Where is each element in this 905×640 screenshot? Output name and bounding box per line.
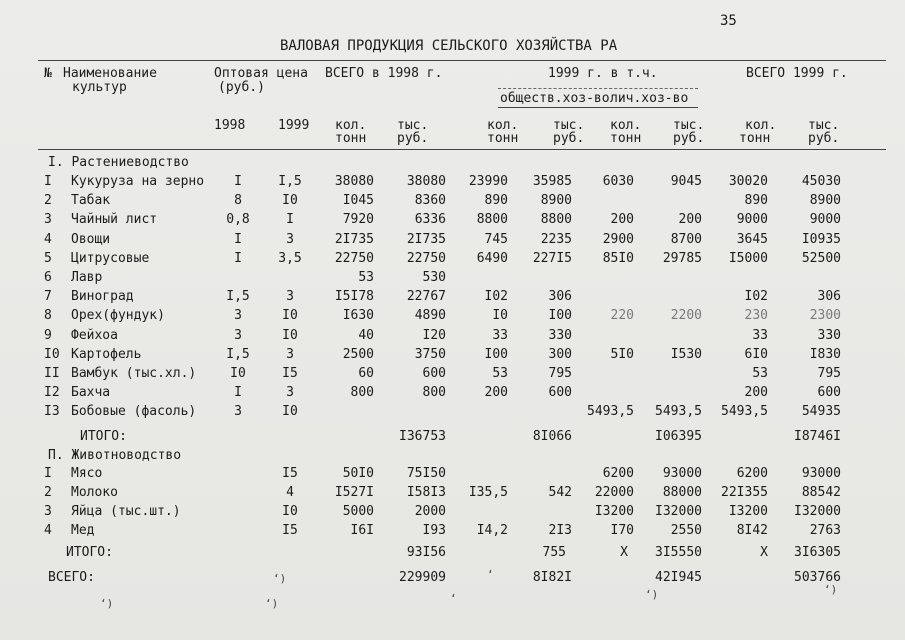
crops-row-8-qp: 33	[492, 327, 508, 343]
crops-row-8-v98: I20	[422, 327, 446, 343]
crops-row-1-n: 2	[44, 193, 52, 209]
crops-row-4-v98: 22750	[406, 250, 446, 266]
crops-row-9-n: I0	[44, 346, 60, 362]
crops-row-9-v98: 3750	[414, 346, 446, 362]
crops-row-1-p99: I0	[282, 193, 298, 209]
header-tys: тыс.	[397, 118, 429, 133]
page-number: 35	[720, 13, 737, 29]
crops-row-7-n: 8	[44, 308, 52, 324]
crops-row-3-p98: I	[234, 231, 242, 247]
crops-row-10-vt: 795	[817, 366, 841, 381]
crops-row-2-vp: 8800	[540, 212, 572, 228]
crops-row-11-n: I2	[44, 385, 60, 401]
itogo-animals-v98: 93I56	[406, 545, 446, 560]
animals-row-0-qc: 6200	[602, 466, 634, 481]
header-col-1998: 1998	[214, 118, 246, 133]
crops-row-8-qt: 33	[752, 327, 768, 343]
crops-row-10-q98: 60	[358, 366, 374, 381]
header-tonn: тонн	[610, 131, 642, 146]
header-1999-breakdown: 1999 г. в т.ч.	[548, 66, 658, 81]
crops-row-7-p99: I0	[282, 308, 298, 324]
crops-row-3-vc: 8700	[670, 231, 702, 247]
crops-row-4-qp: 6490	[476, 250, 508, 266]
crops-row-2-qp: 8800	[476, 212, 508, 228]
crops-row-11-vt: 600	[817, 385, 841, 401]
crops-row-10-qt: 53	[752, 366, 768, 381]
crops-row-5-name: Лавр	[71, 270, 103, 285]
crops-row-6-p98: I,5	[226, 289, 250, 305]
crops-row-11-q98: 800	[350, 385, 374, 401]
crops-row-10-vp: 795	[548, 366, 572, 381]
crops-row-7-vt: 2300	[809, 308, 841, 324]
scan-artifact: ʻ	[487, 568, 494, 581]
animals-row-3-p99: I5	[282, 523, 298, 538]
crops-row-8-name: Фейхоа	[71, 327, 118, 343]
animals-row-0-vc: 93000	[662, 466, 702, 481]
crops-row-12-name: Бобовые (фасоль)	[71, 404, 197, 420]
crops-row-4-qt: I5000	[728, 250, 768, 266]
itogo-crops-label: ИТОГО:	[80, 429, 127, 444]
animals-row-2-vt: I32000	[794, 504, 841, 519]
animals-row-1-name: Молоко	[71, 485, 118, 500]
crops-row-8-q98: 40	[358, 327, 374, 343]
crops-row-11-p99: 3	[286, 385, 294, 401]
header-kol: кол.	[487, 118, 519, 133]
crops-row-1-p98: 8	[234, 193, 242, 209]
itogo-crops-vt: I8746I	[794, 429, 841, 444]
crops-row-0-vp: 35985	[532, 174, 572, 189]
crops-row-2-n: 3	[44, 212, 52, 228]
crops-row-6-vt: 306	[817, 289, 841, 305]
animals-row-0-p99: I5	[282, 466, 298, 481]
crops-row-8-n: 9	[44, 327, 52, 343]
crops-row-0-p99: I,5	[278, 174, 302, 189]
header-tys: тыс.	[673, 118, 705, 133]
subheader-public: обществ.хоз-во	[500, 91, 610, 106]
animals-row-1-qt: 22I355	[721, 485, 768, 500]
header-kol: кол.	[745, 118, 777, 133]
crops-row-9-vp: 300	[548, 346, 572, 362]
header-total-1998: ВСЕГО в 1998 г.	[325, 66, 443, 81]
scan-artifact: ʻ)	[645, 588, 659, 601]
crops-row-9-name: Картофель	[71, 346, 142, 362]
scan-artifact: ʻ)	[824, 583, 838, 596]
crops-row-4-p99: 3,5	[278, 250, 302, 266]
header-kol: кол.	[335, 118, 367, 133]
crops-row-7-qt: 230	[744, 308, 768, 324]
crops-row-11-qp: 200	[484, 385, 508, 401]
itogo-crops-vc: I06395	[655, 429, 702, 444]
header-top-rule	[38, 60, 886, 61]
crops-row-7-q98: I630	[342, 308, 374, 324]
animals-row-1-p99: 4	[286, 485, 294, 500]
document-title: ВАЛОВАЯ ПРОДУКЦИЯ СЕЛЬСКОГО ХОЗЯЙСТВА РА	[280, 38, 618, 54]
header-rub: руб.	[553, 131, 585, 146]
crops-row-9-p98: I,5	[226, 346, 250, 362]
animals-row-3-name: Мед	[71, 523, 95, 538]
crops-row-12-vc: 5493,5	[655, 404, 702, 420]
header-price-unit: (руб.)	[218, 80, 265, 95]
animals-row-3-q98: I6I	[350, 523, 374, 538]
header-rub: руб.	[397, 131, 429, 146]
animals-row-1-qp: I35,5	[468, 485, 508, 500]
crops-row-4-vc: 29785	[662, 250, 702, 266]
crops-row-1-qp: 890	[484, 193, 508, 209]
crops-row-3-vp: 2235	[540, 231, 572, 247]
animals-row-3-qc: I70	[610, 523, 634, 538]
crops-row-12-vt: 54935	[801, 404, 841, 420]
animals-row-1-v98: I58I3	[406, 485, 446, 500]
crops-row-4-n: 5	[44, 250, 52, 266]
header-price: Оптовая цена	[214, 66, 308, 81]
crops-row-7-vc: 2200	[670, 308, 702, 324]
crops-row-4-vp: 227I5	[532, 250, 572, 266]
crops-row-11-p98: I	[234, 385, 242, 401]
grand-total-v98: 229909	[399, 570, 446, 585]
crops-row-8-p99: I0	[282, 327, 298, 343]
itogo-animals-qt: X	[760, 545, 768, 560]
crops-row-2-name: Чайный лист	[71, 212, 158, 228]
grand-total-label: ВСЕГО:	[48, 570, 95, 585]
animals-row-2-vc: I32000	[655, 504, 702, 519]
animals-row-3-qp: I4,2	[476, 523, 508, 538]
crops-row-0-vt: 45030	[801, 174, 841, 189]
crops-row-8-vt: 330	[817, 327, 841, 343]
itogo-animals-vp: 755	[542, 545, 566, 560]
animals-row-2-qc: I3200	[594, 504, 634, 519]
crops-row-9-qt: 6I0	[744, 346, 768, 362]
grand-total-vc: 42I945	[655, 570, 702, 585]
scan-artifact: ʻ)	[273, 572, 287, 585]
animals-row-0-v98: 75I50	[406, 466, 446, 481]
animals-row-2-qt: I3200	[728, 504, 768, 519]
crops-row-10-name: Вамбук (тыс.хл.)	[71, 366, 197, 381]
scan-artifact: ʻ	[450, 592, 457, 605]
crops-row-3-p99: 3	[286, 231, 294, 247]
crops-row-12-n: I3	[44, 404, 60, 420]
crops-row-7-v98: 4890	[414, 308, 446, 324]
crops-row-0-vc: 9045	[670, 174, 702, 189]
crops-row-6-n: 7	[44, 289, 52, 305]
crops-row-7-vp: I00	[548, 308, 572, 324]
crops-row-1-q98: I045	[342, 193, 374, 209]
itogo-animals-label: ИТОГО:	[66, 545, 113, 560]
header-rub: руб.	[673, 131, 705, 146]
animals-row-0-q98: 50I0	[342, 466, 374, 481]
crops-row-10-p98: I0	[230, 366, 246, 381]
crops-row-3-vt: I0935	[801, 231, 841, 247]
crops-row-2-qt: 9000	[736, 212, 768, 228]
crops-row-6-v98: 22767	[406, 289, 446, 305]
crops-row-6-qt: I02	[744, 289, 768, 305]
itogo-animals-vt: 3I6305	[794, 545, 841, 560]
crops-row-6-q98: I5I78	[334, 289, 374, 305]
crops-row-0-p98: I	[234, 174, 242, 189]
header-name: Наименование	[63, 66, 157, 81]
animals-row-1-vc: 88000	[662, 485, 702, 500]
crops-row-8-vp: 330	[548, 327, 572, 343]
crops-row-7-qc: 220	[610, 308, 634, 324]
crops-row-9-p99: 3	[286, 346, 294, 362]
crops-row-7-p98: 3	[234, 308, 242, 324]
animals-row-2-v98: 2000	[414, 504, 446, 519]
header-kol: кол.	[610, 118, 642, 133]
crops-row-4-p98: I	[234, 250, 242, 266]
crops-row-4-qc: 85I0	[602, 250, 634, 266]
animals-row-2-q98: 5000	[342, 504, 374, 519]
crops-row-2-v98: 6336	[414, 212, 446, 228]
animals-row-1-qc: 22000	[594, 485, 634, 500]
crops-row-0-name: Кукуруза на зерно	[71, 174, 205, 189]
animals-row-1-n: 2	[44, 485, 52, 500]
crops-row-6-vp: 306	[548, 289, 572, 305]
header-tys: тыс.	[808, 118, 840, 133]
header-tonn: тонн	[335, 131, 367, 146]
scan-artifact: ʻ)	[100, 597, 114, 610]
crops-row-3-n: 4	[44, 231, 52, 247]
animals-row-3-qt: 8I42	[736, 523, 768, 538]
crops-row-4-name: Цитрусовые	[71, 250, 150, 266]
crops-row-4-q98: 22750	[334, 250, 374, 266]
crops-row-6-qp: I02	[484, 289, 508, 305]
animals-row-2-name: Яйца (тыс.шт.)	[71, 504, 181, 519]
grand-total-vt: 503766	[794, 570, 841, 585]
header-col-1999: 1999	[278, 118, 310, 133]
crops-row-7-qp: I0	[492, 308, 508, 324]
crops-row-2-q98: 7920	[342, 212, 374, 228]
crops-row-10-n: II	[44, 366, 60, 381]
section-crops-title: I. Растениеводство	[48, 155, 189, 170]
crops-row-4-vt: 52500	[801, 250, 841, 266]
subheader-bottom-rule	[498, 107, 698, 108]
scan-artifact: ʻ)	[265, 597, 279, 610]
header-tys: тыс.	[553, 118, 585, 133]
crops-row-11-vp: 600	[548, 385, 572, 401]
animals-row-0-qt: 6200	[736, 466, 768, 481]
crops-row-12-p99: I0	[282, 404, 298, 420]
crops-row-9-qc: 5I0	[610, 346, 634, 362]
crops-row-0-qt: 30020	[728, 174, 768, 189]
crops-row-2-p99: I	[286, 212, 294, 228]
animals-row-3-vp: 2I3	[548, 523, 572, 538]
header-tonn: тонн	[739, 131, 771, 146]
crops-row-1-vt: 8900	[809, 193, 841, 209]
animals-row-0-vt: 93000	[801, 466, 841, 481]
crops-row-2-qc: 200	[610, 212, 634, 228]
animals-row-2-n: 3	[44, 504, 52, 519]
crops-row-3-name: Овощи	[71, 231, 111, 247]
section-animals-title: П. Животноводство	[48, 448, 182, 463]
header-name-sub: культур	[72, 80, 127, 95]
crops-row-11-v98: 800	[422, 385, 446, 401]
animals-row-0-name: Мясо	[71, 466, 103, 481]
crops-row-1-qt: 890	[744, 193, 768, 209]
crops-row-12-p98: 3	[234, 404, 242, 420]
crops-row-6-p99: 3	[286, 289, 294, 305]
crops-row-11-name: Бахча	[71, 385, 111, 401]
crops-row-2-vc: 200	[678, 212, 702, 228]
crops-row-3-v98: 2I735	[406, 231, 446, 247]
crops-row-10-qp: 53	[492, 366, 508, 381]
crops-row-1-v98: 8360	[414, 193, 446, 209]
animals-row-3-vc: 2550	[670, 523, 702, 538]
crops-row-8-p98: 3	[234, 327, 242, 343]
crops-row-6-name: Виноград	[71, 289, 134, 305]
grand-total-vp: 8I82I	[532, 570, 572, 585]
crops-row-5-v98: 530	[422, 270, 446, 285]
crops-row-0-q98: 38080	[334, 174, 374, 189]
crops-row-1-name: Табак	[71, 193, 111, 209]
crops-row-9-vc: I530	[670, 346, 702, 362]
animals-row-1-vt: 88542	[801, 485, 841, 500]
crops-row-12-qt: 5493,5	[721, 404, 768, 420]
crops-row-9-vt: I830	[809, 346, 841, 362]
crops-row-10-v98: 600	[422, 366, 446, 381]
animals-row-2-p99: I0	[282, 504, 298, 519]
header-total-1999: ВСЕГО 1999 г.	[746, 66, 848, 81]
crops-row-12-qc: 5493,5	[587, 404, 634, 420]
header-rub: руб.	[808, 131, 840, 146]
animals-row-0-n: I	[44, 466, 52, 481]
crops-row-11-qt: 200	[744, 385, 768, 401]
itogo-crops-vp: 8I066	[532, 429, 572, 444]
itogo-crops-v98: I36753	[399, 429, 446, 444]
animals-row-1-q98: I527I	[334, 485, 374, 500]
crops-row-5-n: 6	[44, 270, 52, 285]
crops-row-5-q98: 53	[358, 270, 374, 285]
crops-row-9-qp: I00	[484, 346, 508, 362]
crops-row-0-qp: 23990	[468, 174, 508, 189]
crops-row-3-qt: 3645	[736, 231, 768, 247]
crops-row-1-vp: 8900	[540, 193, 572, 209]
subheader-rule	[498, 88, 698, 89]
header-number-sign: №	[44, 66, 52, 81]
animals-row-3-v98: I93	[422, 523, 446, 538]
animals-row-3-n: 4	[44, 523, 52, 538]
crops-row-0-v98: 38080	[406, 174, 446, 189]
itogo-animals-vc: 3I5550	[655, 545, 702, 560]
crops-row-0-n: I	[44, 174, 52, 189]
crops-row-2-vt: 9000	[809, 212, 841, 228]
header-bottom-rule	[38, 149, 886, 150]
animals-row-3-vt: 2763	[809, 523, 841, 538]
itogo-animals-qc: X	[620, 545, 628, 560]
crops-row-0-qc: 6030	[602, 174, 634, 189]
crops-row-2-p98: 0,8	[226, 212, 250, 228]
subheader-private: лич.хоз-во	[610, 91, 689, 106]
crops-row-3-q98: 2I735	[334, 231, 374, 247]
crops-row-7-name: Орех(фундук)	[71, 308, 165, 324]
crops-row-9-q98: 2500	[342, 346, 374, 362]
header-tonn: тонн	[487, 131, 519, 146]
crops-row-3-qp: 745	[484, 231, 508, 247]
animals-row-1-vp: 542	[548, 485, 572, 500]
crops-row-10-p99: I5	[282, 366, 298, 381]
crops-row-3-qc: 2900	[602, 231, 634, 247]
